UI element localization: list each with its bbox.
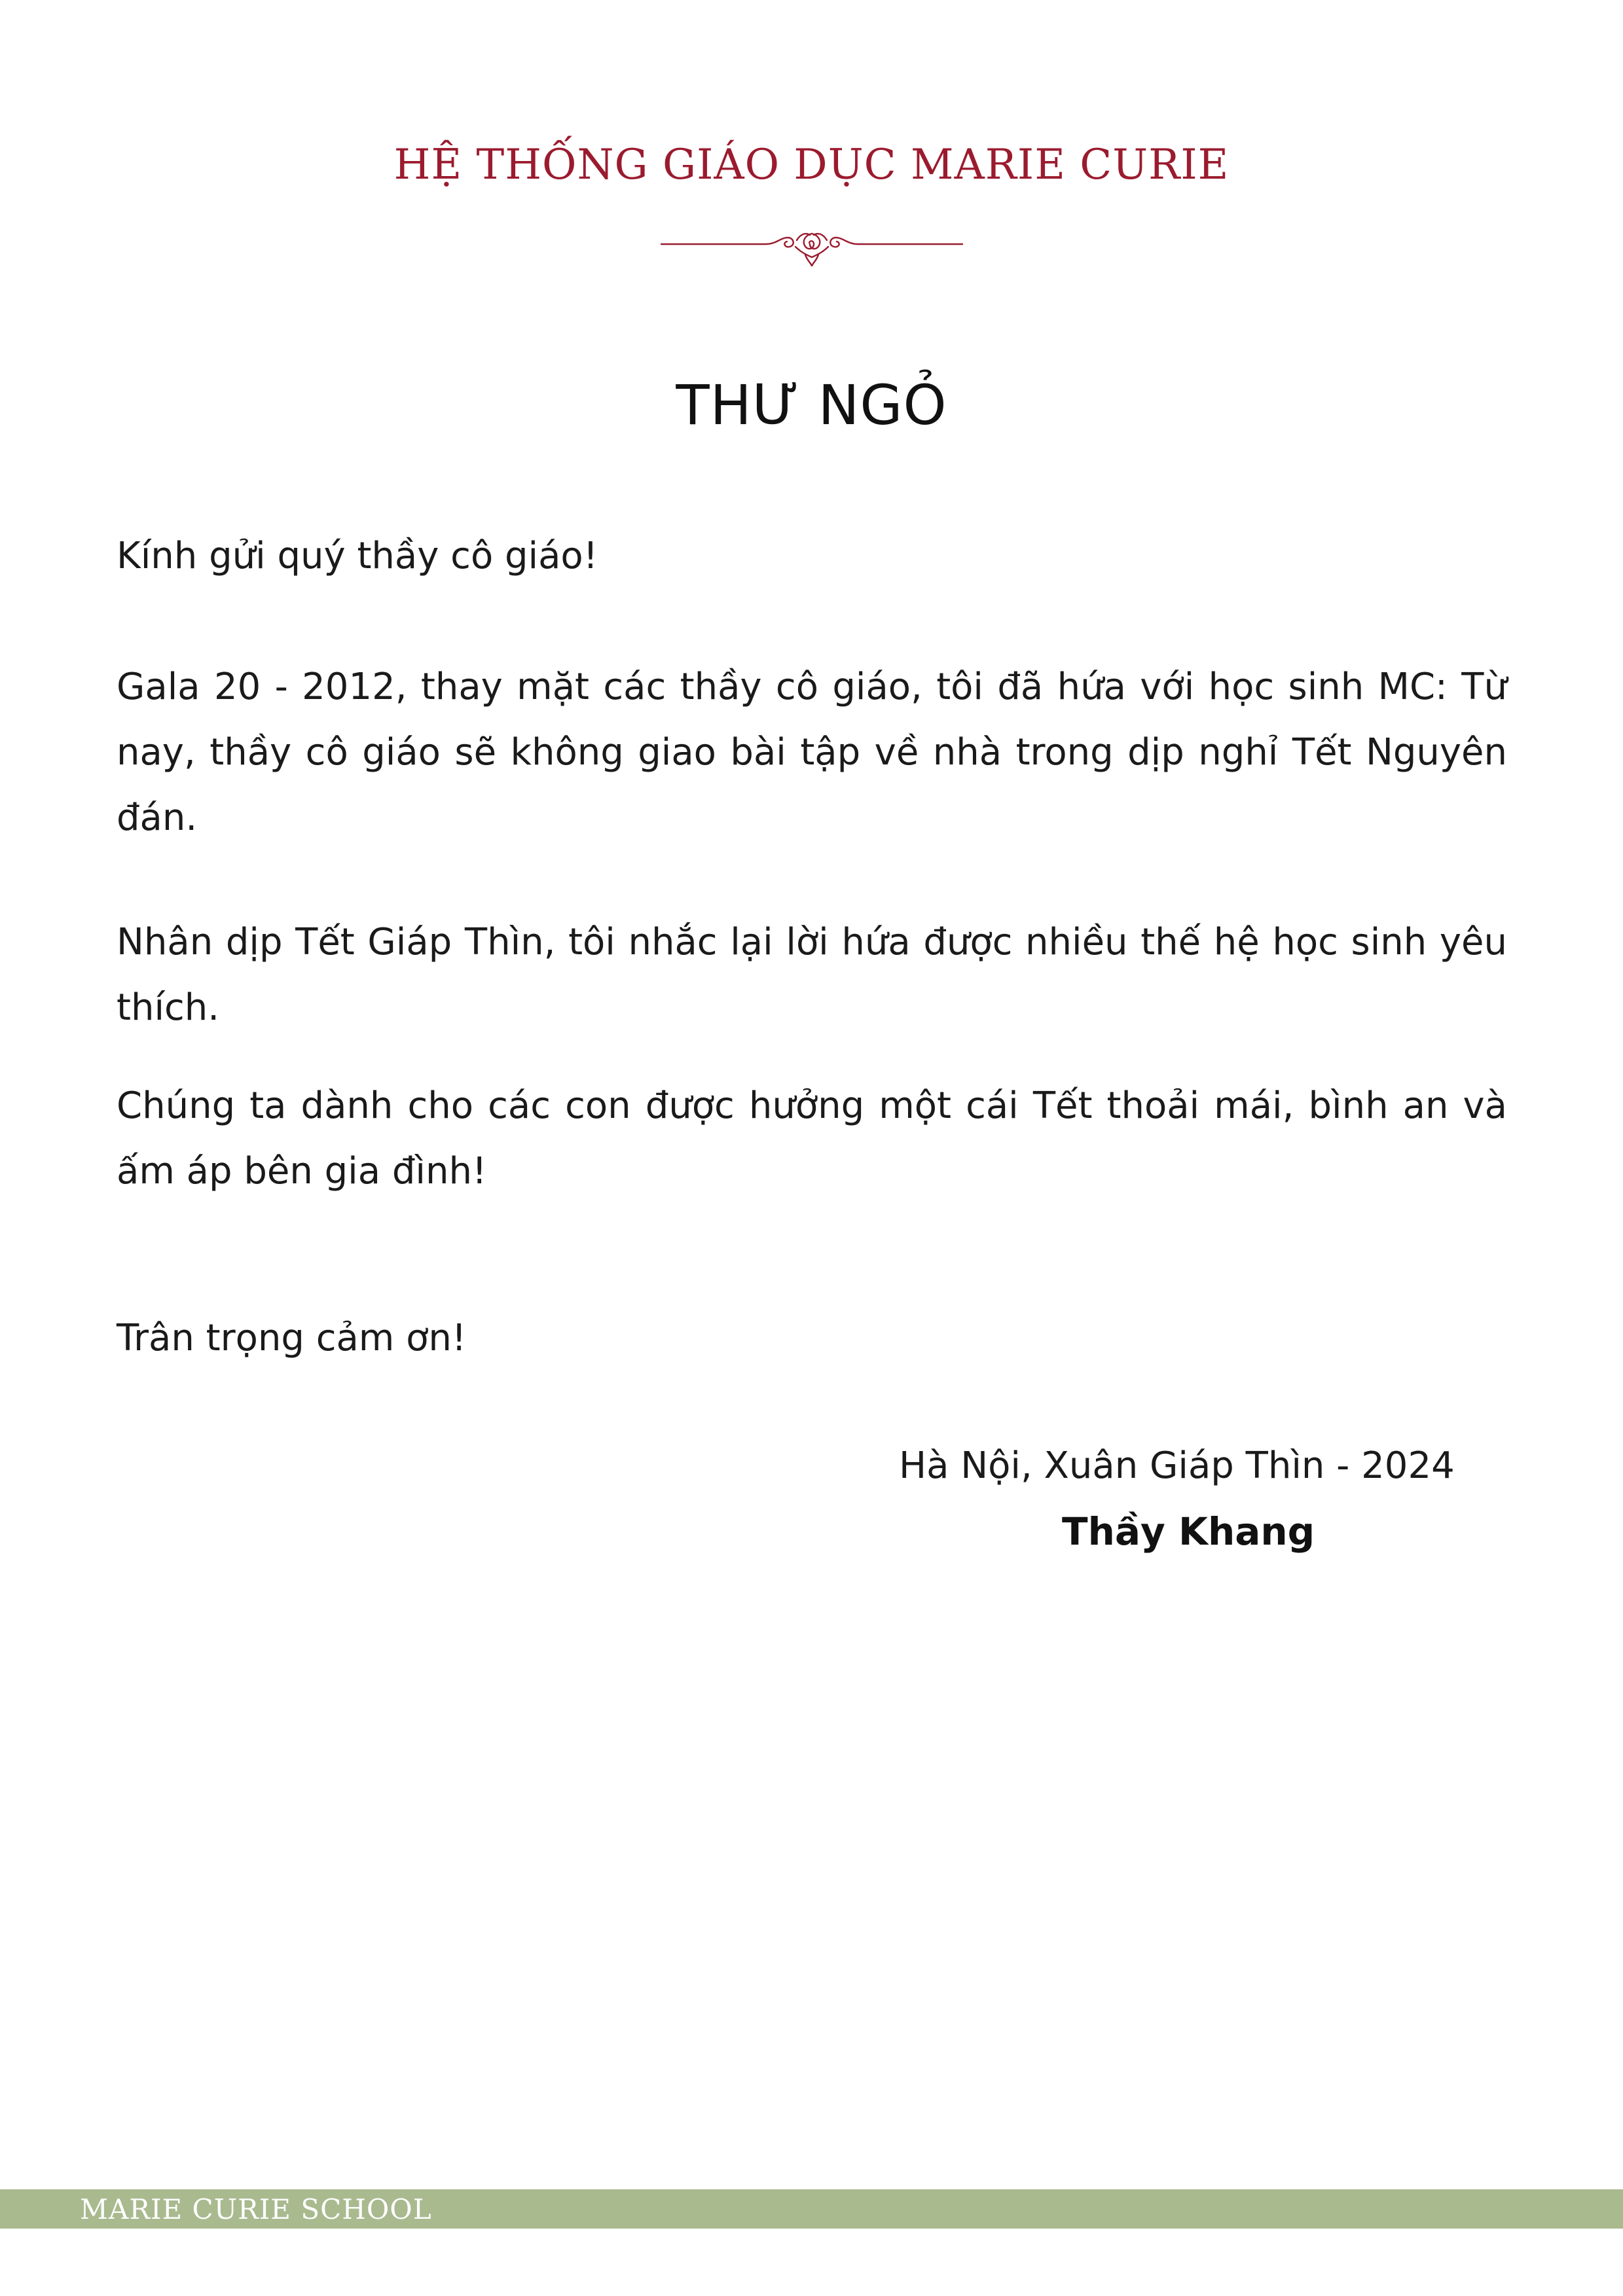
letter-paragraph-1: Gala 20 - 2012, thay mặt các thầy cô giáo, tôi đã hứa với học sinh MC: Từ nay, thầy cô giáo sẽ không giao bài tập về nhà trong dịp nghỉ Tết Nguyên đán. [117,666,1507,839]
signature-name: Thầy Khang [1062,1509,1315,1554]
footer-bar [0,2189,1623,2229]
letter-closing: Trân trọng cảm ơn! [117,1317,467,1359]
letter-greeting: Kính gửi quý thầy cô giáo! [117,535,598,577]
letter-title: THƯ NGỎ [676,373,947,437]
footer-school-name: MARIE CURIE SCHOOL [80,2193,432,2225]
flourish-divider-icon [658,226,966,272]
organization-header: HỆ THỐNG GIÁO DỤC MARIE CURIE [393,141,1230,189]
letter-paragraph-3: Chúng ta dành cho các con được hưởng một cái Tết thoải mái, bình an và ấm áp bên gia đình! [117,1085,1507,1193]
letter-paragraph-2: Nhân dịp Tết Giáp Thìn, tôi nhắc lại lời hứa được nhiều thế hệ học sinh yêu thích. [117,921,1507,1029]
place-and-date: Hà Nội, Xuân Giáp Thìn - 2024 [899,1444,1455,1487]
